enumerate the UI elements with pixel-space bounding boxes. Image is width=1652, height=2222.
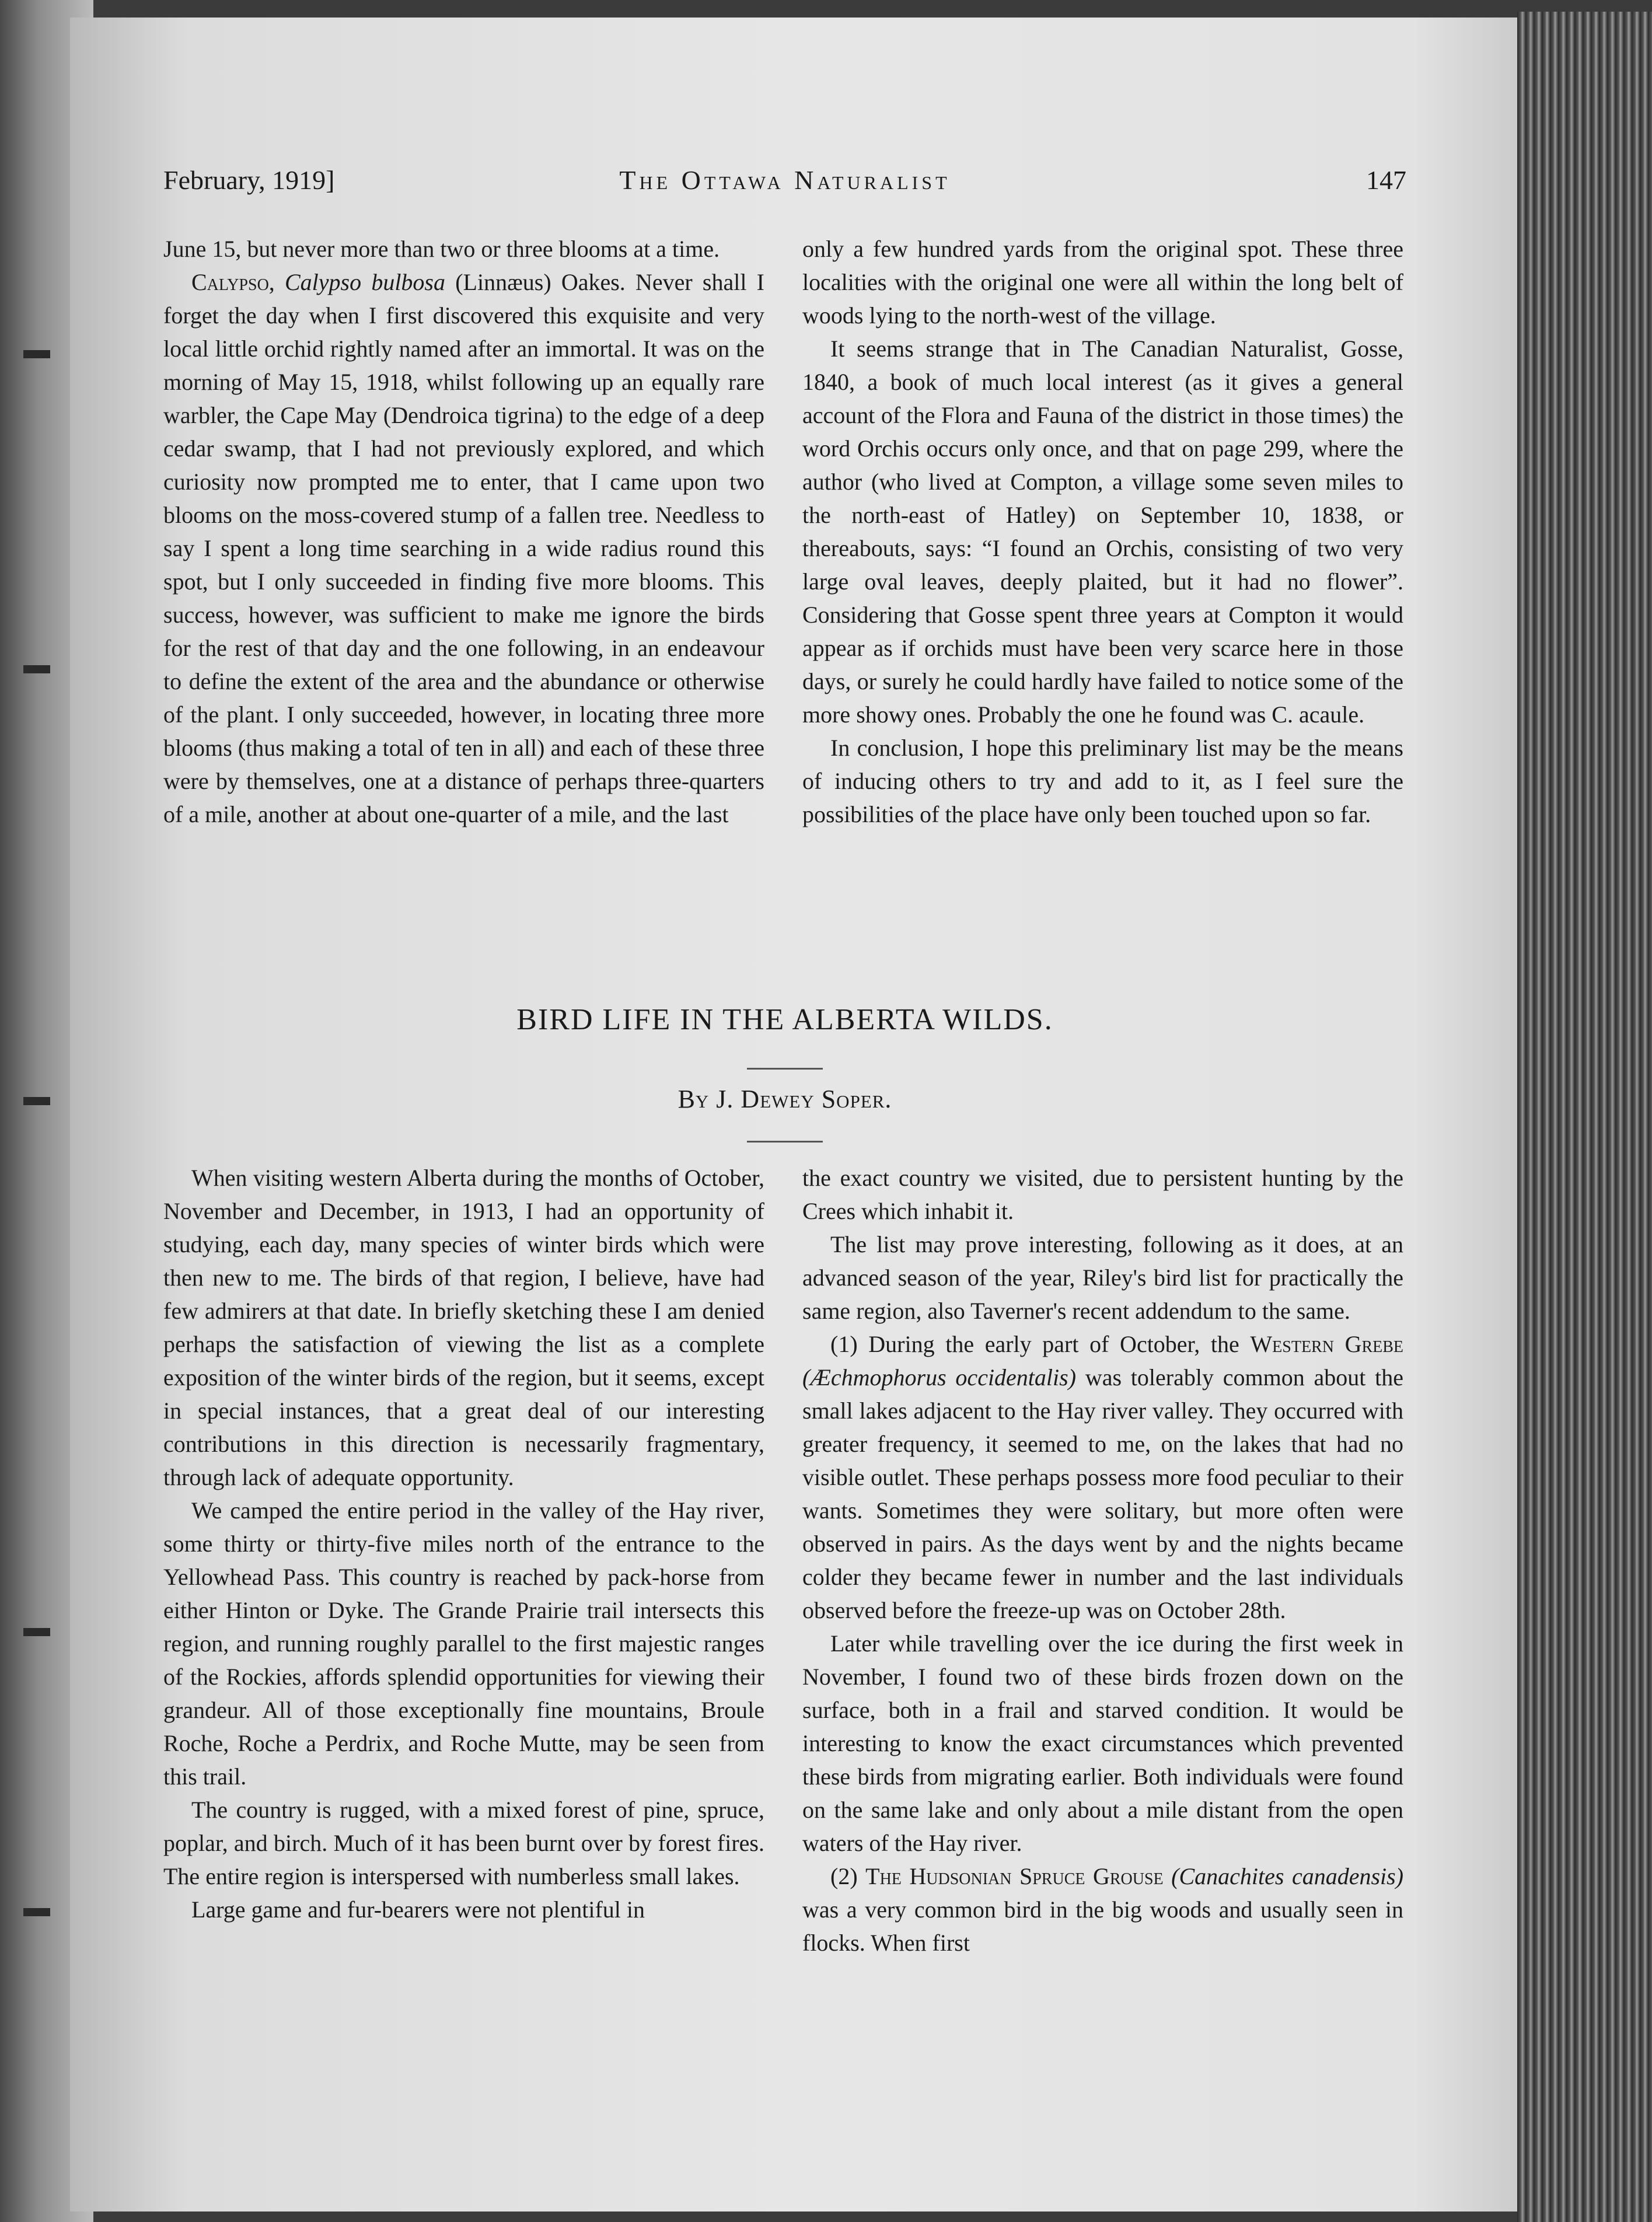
paragraph-body: Never shall I forget the day when I first discovered this exquisite and very local little orchid rightly named after an immortal. It was on the morning of May 15, 1918, whilst following up an equally rare warbler, the Cape May (Dendroica tigrina) to the edge of a deep cedar swamp, that I had not previously explored, and which curiosity now prompted me to enter, that I came upon two blooms on the moss-covered stump of a fallen tree. Needless to say I spent a long time searching in a wide radius round this spot, but I only succeeded in finding five more blooms. This success, however, was sufficient to make me ignore the birds for the rest of that day and the one following, in an endeavour to define the extent of the area and the abundance or otherwise of the plant. I only succeeded, however, in locating three more blooms (thus making a total of ten in all) and each of these three were by themselves, one at a distance of perhaps three-quarters of a mile, another at about one-quarter of a mile, and the last [163,269,764,827]
journal-title: The Ottawa Naturalist [619,165,951,195]
paragraph: In conclusion, I hope this preliminary list may be the means of inducing others to try and add to it, as I feel sure the possibilities of the place have only been touched upon so far. [802,735,1403,827]
species-common-name: The Hudsonian Spruce Grouse [865,1863,1164,1889]
species-authority: (Linnæus) Oakes. [455,269,626,295]
margin-mark [23,1097,50,1105]
margin-mark [23,350,50,358]
byline-rule [747,1141,823,1143]
title-rule [747,1068,823,1070]
species-latin-name: Calypso bulbosa [285,269,445,295]
paragraph: The country is rugged, with a mixed forest of pine, spruce, poplar, and birch. Much of it has been burnt over by forest fires. The entire region is interspersed with numberless small lakes. [163,1797,764,1889]
paragraph: the exact country we visited, due to persistent hunting by the Crees which inhabit it. [802,1165,1403,1224]
paragraph-calypso [163,265,764,831]
article-title: BIRD LIFE IN THE ALBERTA WILDS. [516,1003,1053,1036]
paragraph-grebe [802,1327,1403,1627]
bottom-left-column [163,1161,764,1926]
paragraph: Later while travelling over the ice during the first week in November, I found two of these birds frozen down on the surface, both in a frail and starved condition. It would be interesting to know the exact circumstances which prevented these birds from migrating earlier. Both individuals were found on the same lake and only about a mile distant from the open waters of the Hay river. [802,1630,1403,1856]
paragraph: June 15, but never more than two or three blooms at a time. [163,236,720,262]
page-number: 147 [1366,165,1406,195]
entry-number: (2) [830,1863,858,1889]
entry-lead: During the early part of October, the [868,1331,1239,1357]
paragraph: only a few hundred yards from the original spot. These three localities with the original one were all within the long belt of woods lying to the north-west of the village. [802,236,1403,329]
top-left-column [163,232,764,831]
species-common-name: Calypso, [191,269,275,295]
species-common-name: Western Grebe [1250,1331,1404,1357]
species-latin-name: (Æchmophorus occidentalis) [802,1364,1077,1391]
article-byline: By J. Dewey Soper. [677,1085,892,1113]
header-date: February, 1919] [163,165,335,195]
entry-body: was a very common bird in the big woods and usually seen in flocks. When first [802,1896,1403,1956]
margin-mark [23,1908,50,1916]
paragraph-grouse [802,1860,1403,1959]
paragraph: The list may prove interesting, following as it does, at an advanced season of the year, Riley's bird list for practically the same region, also Taverner's recent addendum to the same. [802,1231,1403,1324]
species-latin-name: (Canachites canadensis) [1171,1863,1404,1889]
margin-mark [23,665,50,673]
entry-body: was tolerably common about the small lakes adjacent to the Hay river valley. They occurred with greater frequency, it seemed to me, on the lakes that had no visible outlet. These perhaps possess more food peculiar to their wants. Sometimes they were solitary, but more often were observed in pairs. As the days went by and the nights became colder they became fewer in number and the last individuals observed before the freeze-up was on October 28th. [802,1364,1404,1623]
paragraph: Large game and fur-bearers were not plentiful in [191,1896,645,1923]
paragraph: When visiting western Alberta during the months of October, November and December, in 1913, I had an opportunity of studying, each day, many species of winter birds which were then new to me. The birds of that region, I believe, have had few admirers at that date. In briefly sketching these I am denied perhaps the satisfaction of viewing the list as a complete exposition of the winter birds of the region, but it seems, except in special instances, that a great deal of our interesting contributions in this direction is necessarily fragmentary, through lack of adequate opportunity. [163,1165,764,1490]
book-page-edges [1517,12,1652,2222]
margin-mark [23,1628,50,1636]
running-header [163,165,1406,200]
bottom-right-column [802,1161,1403,1959]
paragraph: It seems strange that in The Canadian Naturalist, Gosse, 1840, a book of much local interest (as it gives a general account of the Flora and Fauna of the district in those times) the word Orchis occurs only once, and that on page 299, where the author (who lived at Compton, a village some seven miles to the north-east of Hatley) on September 10, 1838, or thereabouts, says: “I found an Orchis, consisting of two very large oval leaves, deeply plaited, but it had no flower”. Considering that Gosse spent three years at Compton it would appear as if orchids must have been very scarce here in those days, or surely he could hardly have failed to notice some of the more showy ones. Probably the one he found was C. acaule. [802,336,1403,728]
entry-number: (1) [830,1331,858,1357]
paragraph: We camped the entire period in the valley of the Hay river, some thirty or thirty-five miles north of the entrance to the Yellowhead Pass. This country is reached by pack-horse from either Hinton or Dyke. The Grande Prairie trail intersects this region, and running roughly parallel to the first majestic ranges of the Rockies, affords splendid opportunities for viewing their grandeur. All of those exceptionally fine mountains, Broule Roche, Roche a Perdrix, and Roche Mutte, may be seen from this trail. [163,1497,764,1790]
top-right-column [802,232,1403,831]
